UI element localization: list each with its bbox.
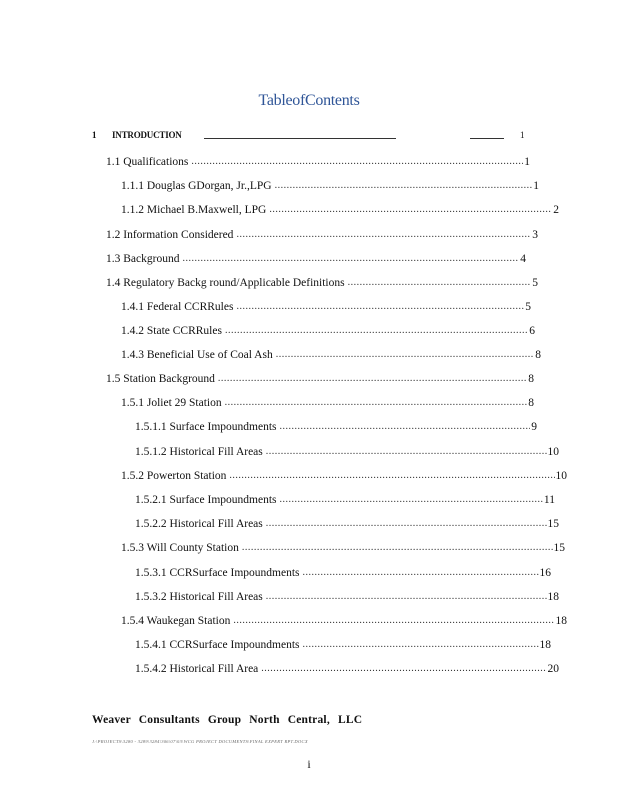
toc-entry <box>121 466 567 482</box>
toc-leader <box>266 591 547 603</box>
toc-entry-text: 1.4 Regulatory Backg round/Applicable Definitions <box>106 277 345 289</box>
toc-leader <box>225 397 528 409</box>
toc-entry-page: 18 <box>539 639 551 651</box>
toc-entry-text: 1.1.2 Michael B.Maxwell, LPG <box>121 204 267 216</box>
toc-entry <box>121 200 559 216</box>
toc-entry <box>135 587 559 603</box>
toc-leader <box>182 253 519 265</box>
toc-entry-page: 8 <box>528 373 534 385</box>
toc-entry-page: 8 <box>535 349 541 361</box>
toc-leader <box>303 639 539 651</box>
toc-entry-page: 16 <box>539 567 551 579</box>
toc-entry <box>121 345 541 361</box>
toc-entry <box>121 393 534 409</box>
toc-leader <box>269 204 552 216</box>
toc-entry-text: 1.5.4.2 Historical Fill Area <box>135 663 259 675</box>
toc-entry <box>106 152 530 168</box>
toc-leader <box>348 277 532 289</box>
toc-leader <box>266 518 547 530</box>
toc-entry <box>106 273 538 289</box>
toc-leader <box>191 156 523 168</box>
toc-entry <box>121 176 539 192</box>
toc-entry <box>135 635 551 651</box>
toc-leader <box>266 446 547 458</box>
toc-leader <box>236 229 531 241</box>
toc-entry-text: 1.5.4.1 CCRSurface Impoundments <box>135 639 300 651</box>
toc-intro-number: 1 <box>92 130 97 140</box>
toc-title: TableofContents <box>258 92 360 109</box>
toc-leader <box>225 325 528 337</box>
toc-leader <box>236 301 524 313</box>
toc-entry <box>106 225 538 241</box>
toc-entry-page: 2 <box>553 204 559 216</box>
toc-entry-text: 1.5.3 Will County Station <box>121 542 239 554</box>
toc-entry-page: 4 <box>520 253 526 265</box>
toc-entry-page: 18 <box>547 591 559 603</box>
toc-leader <box>275 180 533 192</box>
toc-entry-text: 1.5.1 Joliet 29 Station <box>121 397 222 409</box>
toc-entry-page: 5 <box>525 301 531 313</box>
toc-entry-page: 15 <box>553 542 565 554</box>
toc-entry <box>121 321 535 337</box>
toc-entry-text: 1.5.2.2 Historical Fill Areas <box>135 518 263 530</box>
toc-entry-text: 1.5.4 Waukegan Station <box>121 615 231 627</box>
footer-firm-name: Weaver Consultants Group North Central, LLC <box>92 714 363 726</box>
toc-entry <box>121 611 567 627</box>
toc-entry-text: 1.1.1 Douglas GDorgan, Jr.,LPG <box>121 180 272 192</box>
toc-entry-text: 1.5.3.2 Historical Fill Areas <box>135 591 263 603</box>
toc-entry-page: 5 <box>532 277 538 289</box>
toc-entry-text: 1.2 Information Considered <box>106 229 234 241</box>
toc-entry-page: 10 <box>547 446 559 458</box>
toc-entry <box>135 490 555 506</box>
toc-entry-page: 8 <box>528 397 534 409</box>
toc-entry <box>135 563 551 579</box>
toc-entry-text: 1.5.3.1 CCRSurface Impoundments <box>135 567 300 579</box>
toc-entry-page: 10 <box>555 470 567 482</box>
toc-entry-text: 1.5.1.2 Historical Fill Areas <box>135 446 263 458</box>
toc-entry-page: 3 <box>532 229 538 241</box>
toc-entry-text: 1.4.2 State CCRRules <box>121 325 222 337</box>
toc-entry-page: 9 <box>531 421 537 433</box>
toc-intro-rule-short <box>470 138 504 139</box>
toc-leader <box>276 349 535 361</box>
toc-leader <box>280 494 543 506</box>
toc-intro-rule <box>204 138 396 139</box>
toc-intro-page: 1 <box>520 130 525 140</box>
toc-entry <box>135 514 559 530</box>
toc-leader <box>280 421 531 433</box>
footer-file-path: J:\PROJECTS\3280 - 3289\3284\306\07\03\WCG PROJECT DOCUMENTS\FINAL EXPERT RPT.DOCX <box>92 739 308 744</box>
toc-entry <box>135 442 559 458</box>
page-number: i <box>307 757 311 771</box>
toc-leader <box>218 373 527 385</box>
toc-leader <box>242 542 553 554</box>
toc-entry-page: 18 <box>555 615 567 627</box>
toc-intro-row <box>92 130 532 144</box>
toc-leader <box>229 470 554 482</box>
toc-leader <box>303 567 539 579</box>
toc-entry <box>106 369 534 385</box>
toc-entry-text: 1.1 Qualifications <box>106 156 189 168</box>
toc-entry-text: 1.3 Background <box>106 253 180 265</box>
toc-entry-page: 15 <box>547 518 559 530</box>
toc-entry <box>135 417 537 433</box>
toc-entry <box>106 249 526 265</box>
toc-entry-text: 1.5.1.1 Surface Impoundments <box>135 421 277 433</box>
toc-entry <box>121 297 531 313</box>
toc-entry-text: 1.4.1 Federal CCRRules <box>121 301 234 313</box>
toc-leader <box>261 663 546 675</box>
toc-leader <box>233 615 554 627</box>
toc-entry <box>121 538 565 554</box>
toc-entry <box>135 659 559 675</box>
toc-entry-text: 1.4.3 Beneficial Use of Coal Ash <box>121 349 273 361</box>
toc-entry-page: 11 <box>543 494 555 506</box>
toc-entry-page: 1 <box>533 180 539 192</box>
toc-entry-text: 1.5.2.1 Surface Impoundments <box>135 494 277 506</box>
toc-intro-label: INTRODUCTION <box>112 130 182 140</box>
toc-entry-text: 1.5 Station Background <box>106 373 215 385</box>
toc-entry-page: 20 <box>547 663 559 675</box>
toc-entry-text: 1.5.2 Powerton Station <box>121 470 227 482</box>
toc-entry-page: 6 <box>529 325 535 337</box>
toc-entry-page: 1 <box>524 156 530 168</box>
